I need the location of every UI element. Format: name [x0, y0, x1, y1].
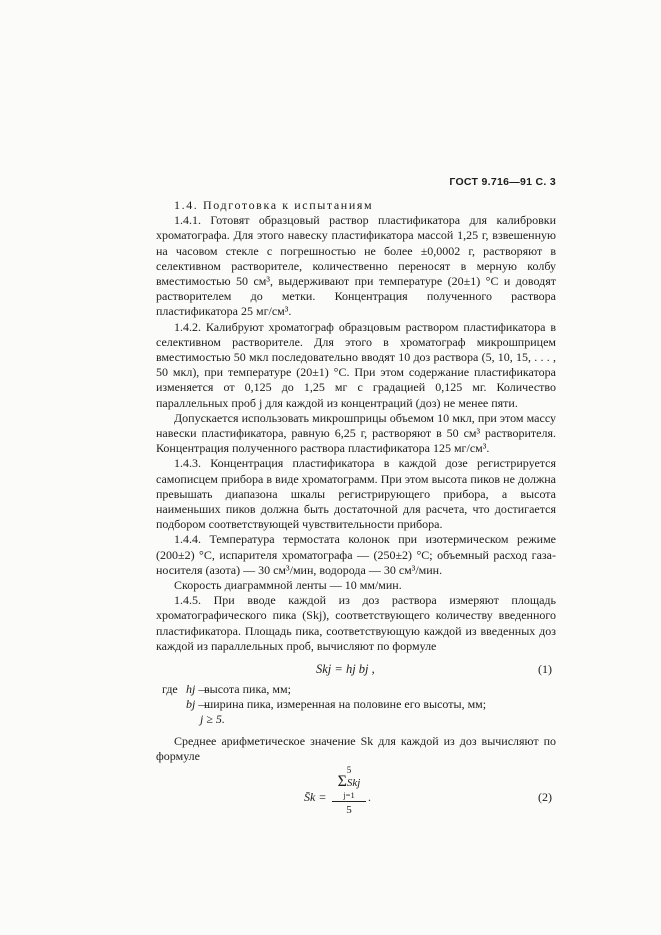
paragraph-1-4-4: 1.4.4. Температура термостата колонок при изотермическом режиме (200±2) °С, испарителя хроматографа — (250±2) °С; объемный расход газа-носителя (азота) — 30 см³/мин, водорода — 30 см³/мин.: [156, 532, 556, 577]
paragraph-mean: Среднее арифметическое значение Sk для каждой из доз вычисляют по формуле: [156, 733, 556, 763]
paragraph-1-4-3: 1.4.3. Концентрация пластификатора в каждой дозе регистрируется самописцем прибора в виде хроматограмм. При этом высота пиков не должна превышать диапазона шкалы регистрирующего прибора, а высота наименьших пиков должна быть достаточной для расчета, что достигается подбором соответствующей чувствительности прибора.: [156, 456, 556, 532]
sum-upper-limit: 5: [346, 765, 352, 776]
where-label: где: [162, 682, 178, 697]
page-header: ГОСТ 9.716—91 С. 3: [449, 176, 556, 188]
formula-2-lhs: S̄k =: [304, 790, 327, 805]
document-body: [156, 198, 556, 826]
b-definition: ширина пика, измеренная на половине его высоты, мм;: [204, 697, 487, 712]
h-definition: высота пика, мм;: [204, 682, 291, 697]
b-symbol: bj —: [186, 697, 210, 712]
formula-2: [156, 766, 556, 826]
paragraph-allowance: Допускается использовать микрошприцы объемом 10 мкл, при этом массу навески пластификатора, равную 6,25 г, растворяют в 50 см³ растворителя. Концентрация полученного раствора пластификатора 125 мг/см³.: [156, 410, 556, 456]
section-title: 1.4. Подготовка к испытаниям: [174, 198, 374, 212]
where-row-h: [156, 682, 556, 697]
formula-1-expression: Skj = hj bj ,: [316, 662, 375, 677]
sum-term: Skj: [346, 777, 361, 790]
fraction-denominator: 5: [346, 804, 352, 817]
where-row-b: [156, 697, 556, 712]
formula-2-number: (2): [538, 790, 552, 805]
paragraph-1-4-5: 1.4.5. При вводе каждой из доз раствора измеряют площадь хроматографического пика (Skj), соответствующего количеству введенного пластификатора. Площадь пика, соответствующую каждой из введенных доз каждой из параллельных проб, вычисляют по формуле: [156, 593, 556, 653]
paragraph-1-4-1: 1.4.1. Готовят образцовый раствор пластификатора для калибровки хроматографа. Для этого навеску пластификатора массой 1,25 г, взвешенную на часовом стекле с погрешностью не более ±0,0002 г, растворяют в селективном растворителе, количественно переносят в мерную колбу вместимостью 50 см³, выдерживают при температуре (20±1) °С и доводят растворителем до метки. Концентрация полученного раствора пластификатора 25 мг/см³.: [156, 213, 556, 319]
sum-lower-limit: j=1: [343, 790, 355, 801]
fraction-bar: [332, 801, 366, 802]
formula-2-dot: .: [368, 790, 371, 805]
paragraph-1-4-2: 1.4.2. Калибруют хроматограф образцовым раствором пластификатора в селективном растворителе. Для этого в хроматограф микрошприцем вместимостью 50 мкл последовательно вводят 10 доз раствора (5, 10, 15, . . . , 50 мкл), при температуре (20±1) °С. При этом содержание пластификатора изменяется от 0,125 до 1,25 мг с градацией 0,125 мг. Количество параллельных проб j для каждой из концентраций (доз) не менее пяти.: [156, 319, 556, 410]
where-block: [156, 682, 556, 728]
sigma-symbol: Σ: [337, 773, 347, 791]
formula-2-fraction: [332, 766, 366, 818]
paragraph-tape-speed: Скорость диаграммной ленты — 10 мм/мин.: [174, 578, 402, 593]
h-symbol: hj —: [186, 682, 210, 697]
formula-1-number: (1): [538, 662, 552, 677]
formula-1: [156, 660, 556, 682]
j-condition: j ≥ 5.: [200, 712, 225, 727]
